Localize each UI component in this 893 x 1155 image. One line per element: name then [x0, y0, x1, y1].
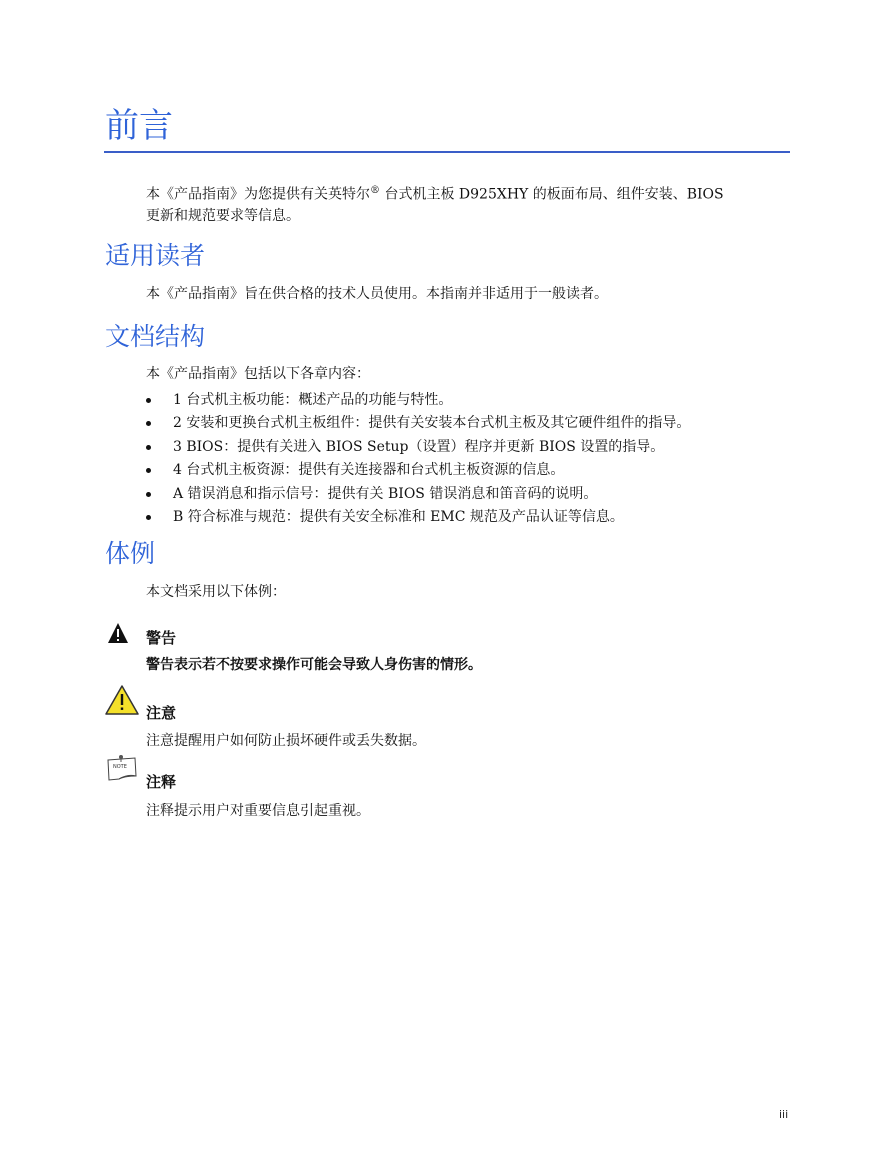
bullet-icon: [146, 421, 151, 426]
section-heading-conventions: 体例: [105, 539, 156, 568]
structure-intro: 本《产品指南》包括以下各章内容：: [146, 366, 370, 382]
bullet-icon: [146, 398, 151, 403]
bullet-icon: [146, 515, 151, 520]
bullet-icon: [146, 492, 151, 497]
note-text: 注释提示用户对重要信息引起重视。: [146, 803, 370, 819]
title-underline: [104, 151, 790, 153]
section-heading-structure: 文档结构: [105, 322, 206, 351]
note-pad-icon: [105, 752, 139, 782]
list-item: [146, 413, 791, 436]
caution-label: 注意: [146, 704, 177, 722]
registered-mark: ®: [370, 185, 380, 196]
list-item: [146, 390, 791, 413]
intro-text-part1: 本《产品指南》为您提供有关英特尔: [146, 186, 370, 203]
list-item: [146, 484, 791, 507]
caution-triangle-yellow-icon: [104, 684, 140, 716]
warning-triangle-black-icon: [107, 622, 129, 644]
list-item: [146, 460, 791, 483]
list-item-text: 1 台式机主板功能：概述产品的功能与特性。: [173, 392, 453, 408]
warning-text: 警告表示若不按要求操作可能会导致人身伤害的情形。: [146, 657, 482, 673]
chapter-list: [146, 390, 791, 530]
page-title: 前言: [105, 106, 173, 146]
page-number: iii: [779, 1108, 789, 1121]
list-item-text: 2 安装和更换台式机主板组件：提供有关安装本台式机主板及其它硬件组件的指导。: [173, 415, 691, 432]
audience-text: 本《产品指南》旨在供合格的技术人员使用。本指南并非适用于一般读者。: [146, 286, 608, 302]
warning-label: 警告: [146, 629, 177, 647]
list-item: [146, 507, 791, 530]
list-item-text: 4 台式机主板资源：提供有关连接器和台式机主板资源的信息。: [173, 462, 565, 479]
list-item-text: B 符合标准与规范：提供有关安全标准和 EMC 规范及产品认证等信息。: [173, 508, 624, 525]
note-icon-text: NOTE: [113, 764, 127, 770]
conventions-intro: 本文档采用以下体例：: [146, 584, 286, 600]
intro-text-part2: 台式机主板 D925XHY 的板面布局、组件安装、BIOS: [380, 186, 724, 203]
list-item-text: 3 BIOS：提供有关进入 BIOS Setup（设置）程序并更新 BIOS 设置的指导。: [173, 438, 665, 455]
intro-text-line2: 更新和规范要求等信息。: [146, 207, 300, 224]
note-label: 注释: [146, 773, 177, 791]
section-heading-audience: 适用读者: [105, 241, 206, 270]
list-item: [146, 437, 791, 460]
intro-paragraph: [146, 180, 791, 227]
bullet-icon: [146, 445, 151, 450]
bullet-icon: [146, 468, 151, 473]
caution-text: 注意提醒用户如何防止损坏硬件或丢失数据。: [146, 733, 426, 749]
list-item-text: A 错误消息和指示信号：提供有关 BIOS 错误消息和笛音码的说明。: [173, 485, 598, 502]
